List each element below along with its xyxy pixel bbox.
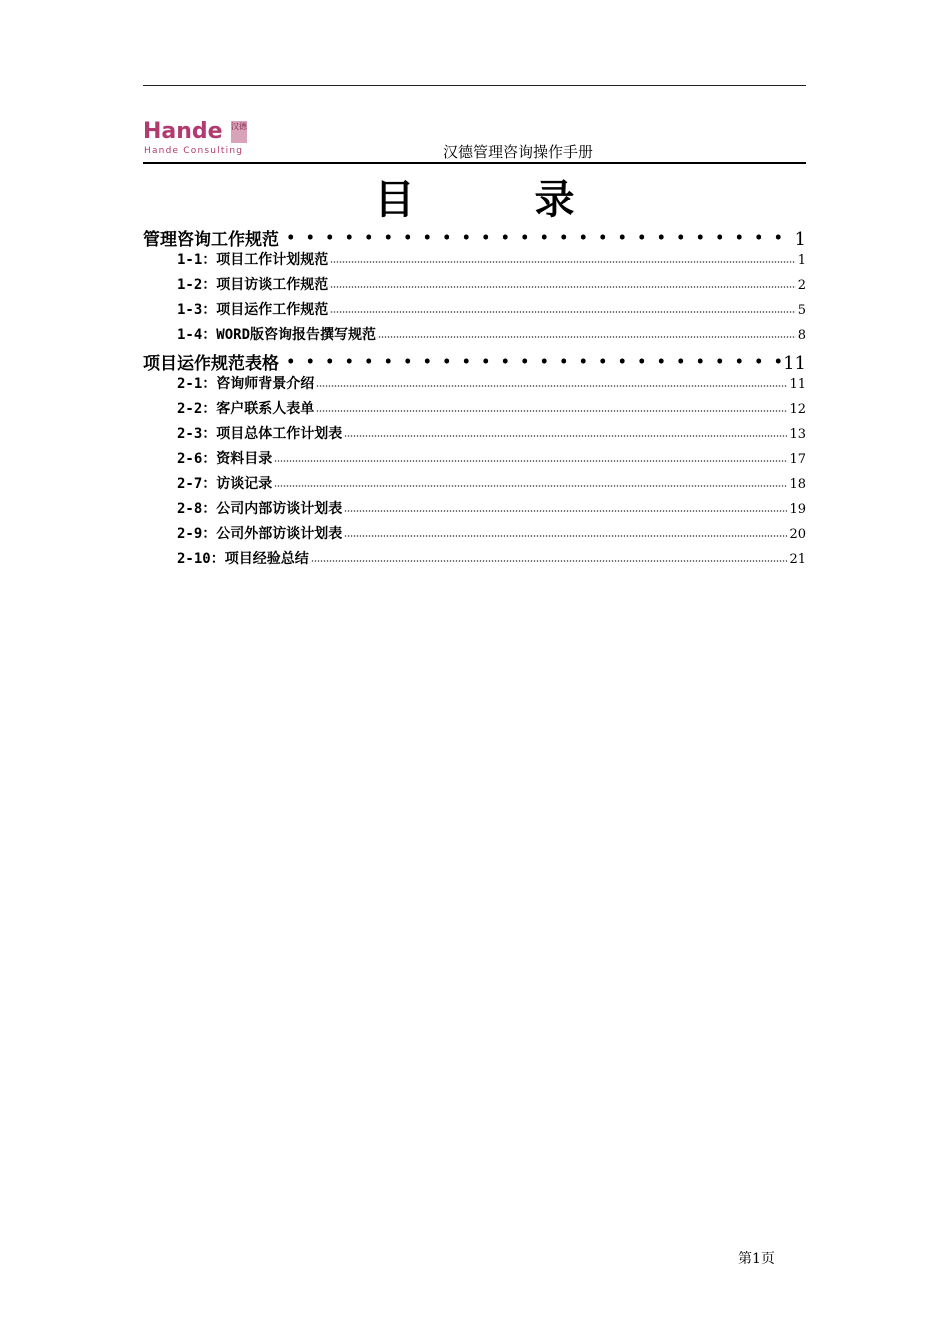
toc-entry-label: 管理咨询工作规范 xyxy=(143,230,279,250)
toc-entry-label: 1-3：项目运作工作规范 xyxy=(177,302,329,318)
toc-dot-leader xyxy=(330,261,795,263)
toc-item[interactable] xyxy=(143,498,806,523)
toc-dot-leader xyxy=(316,410,787,412)
toc-page-number: 18 xyxy=(789,477,806,492)
toc-dot-leader xyxy=(344,535,787,537)
toc-item[interactable] xyxy=(143,398,806,423)
toc-item[interactable] xyxy=(143,274,806,299)
toc-entry-label: 2-10：项目经验总结 xyxy=(177,551,309,567)
toc-dot-leader xyxy=(274,485,787,487)
toc-entry-label: 1-1：项目工作计划规范 xyxy=(177,252,329,268)
toc-page-number: 17 xyxy=(789,452,806,467)
toc-item[interactable] xyxy=(143,324,806,349)
toc-item[interactable] xyxy=(143,249,806,274)
toc-dot-leader xyxy=(274,460,787,462)
toc-item[interactable] xyxy=(143,523,806,548)
toc-page-number: 12 xyxy=(789,402,806,417)
toc-page-number: 8 xyxy=(797,328,806,343)
toc-title: 目录 xyxy=(374,177,695,223)
toc-entry-label: 2-1：咨询师背景介绍 xyxy=(177,376,315,392)
header-rule xyxy=(143,162,806,164)
logo-seal: 汉德 xyxy=(231,121,247,143)
toc-entry-label: 1-2：项目访谈工作规范 xyxy=(177,277,329,293)
toc-entry-label: 1-4：WORD版咨询报告撰写规范 xyxy=(177,327,377,343)
toc-page-number: 11 xyxy=(789,377,806,392)
toc-dot-leader xyxy=(378,336,796,338)
toc-item[interactable] xyxy=(143,548,806,573)
toc-entry-label: 2-8：公司内部访谈计划表 xyxy=(177,501,343,517)
toc-page-number: 19 xyxy=(789,502,806,517)
toc-entry-label: 2-9：公司外部访谈计划表 xyxy=(177,526,343,542)
top-rule xyxy=(143,85,806,86)
toc-page-number: 20 xyxy=(789,527,806,542)
toc-page-number: 13 xyxy=(789,427,806,442)
toc-dot-leader xyxy=(281,355,781,367)
toc-dot-leader xyxy=(281,231,793,243)
page-footer: 第1页 xyxy=(738,1251,775,1267)
hande-logo xyxy=(143,119,249,159)
toc-dot-leader xyxy=(330,311,795,313)
toc-dot-leader xyxy=(330,286,795,288)
toc-dot-leader xyxy=(311,560,788,562)
toc-dot-leader xyxy=(316,385,787,387)
toc-page-number: 1 xyxy=(797,253,806,268)
header-title: 汉德管理咨询操作手册 xyxy=(443,143,594,161)
toc-dot-leader xyxy=(344,510,787,512)
toc-item[interactable] xyxy=(143,299,806,324)
toc-entry-label: 2-3：项目总体工作计划表 xyxy=(177,426,343,442)
toc-item[interactable] xyxy=(143,423,806,448)
logo-wordmark: Hande xyxy=(143,119,223,144)
toc-entry-label: 2-6：资料目录 xyxy=(177,451,273,467)
logo-subtitle: Hande Consulting xyxy=(144,146,244,156)
toc-page-number: 2 xyxy=(797,278,806,293)
toc-entry-label: 2-7：访谈记录 xyxy=(177,476,273,492)
toc-section[interactable] xyxy=(143,225,806,249)
toc-item[interactable] xyxy=(143,473,806,498)
toc-page-number: 1 xyxy=(794,229,806,250)
toc-item[interactable] xyxy=(143,373,806,398)
toc-section[interactable] xyxy=(143,349,806,373)
toc-page-number: 5 xyxy=(797,303,806,318)
toc-page-number: 11 xyxy=(783,353,806,374)
table-of-contents xyxy=(143,225,806,573)
toc-entry-label: 2-2：客户联系人表单 xyxy=(177,401,315,417)
toc-entry-label: 项目运作规范表格 xyxy=(143,354,279,374)
toc-page-number: 21 xyxy=(789,552,806,567)
toc-dot-leader xyxy=(344,435,787,437)
toc-item[interactable] xyxy=(143,448,806,473)
